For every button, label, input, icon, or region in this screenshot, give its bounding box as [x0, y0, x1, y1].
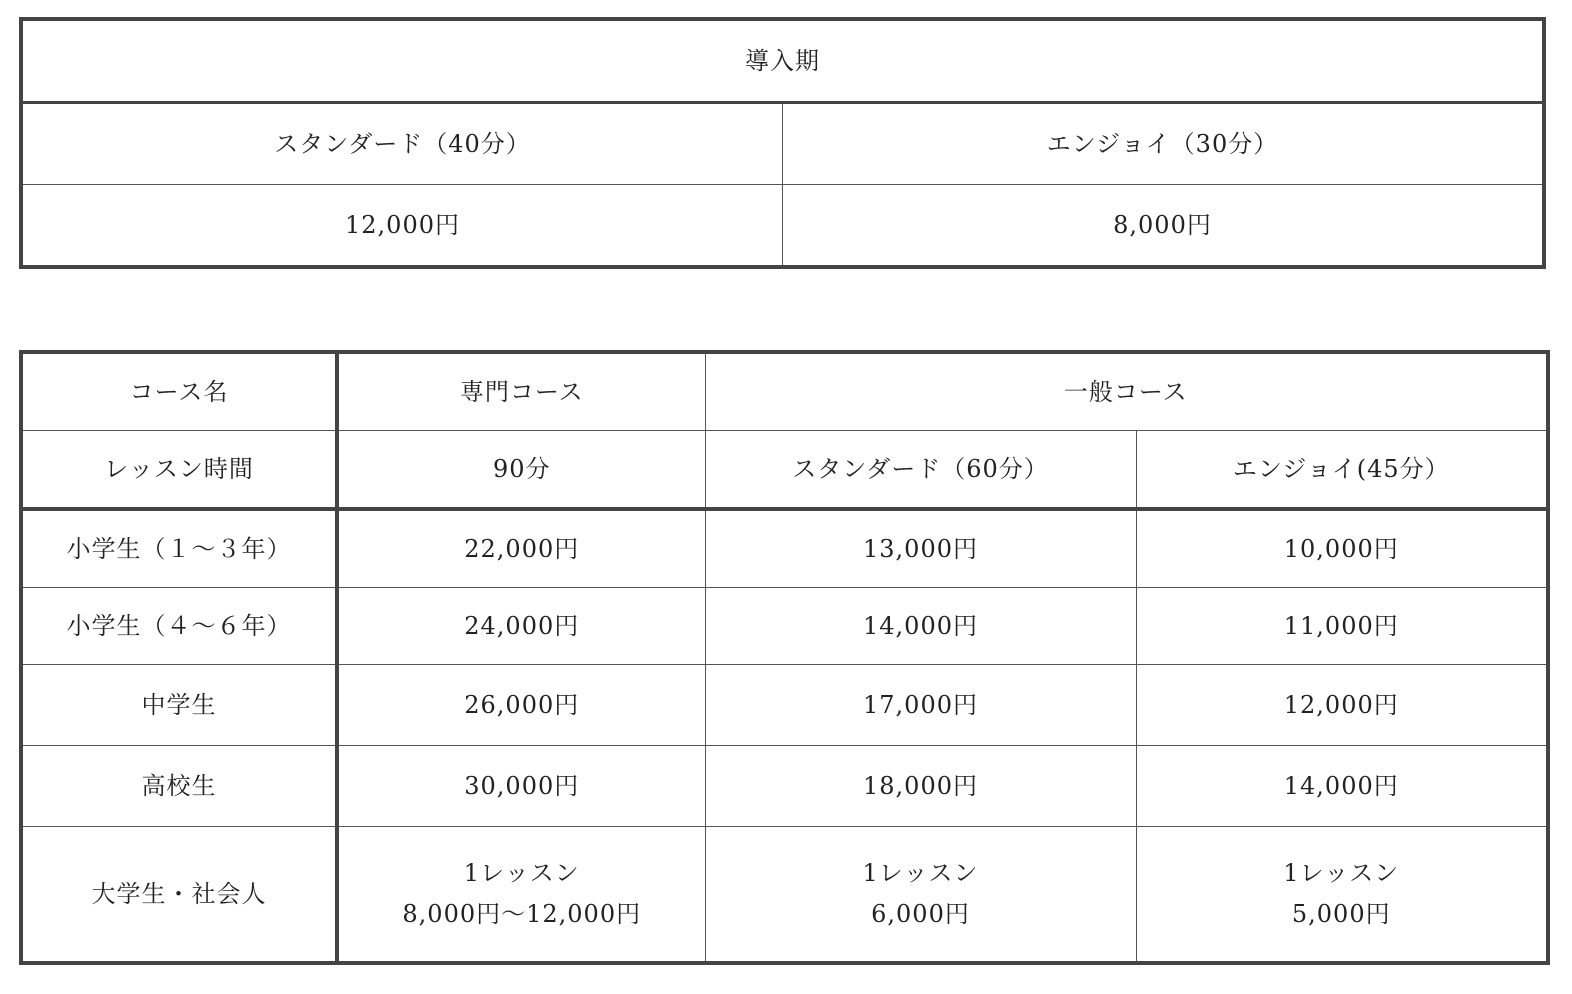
price-cell: 26,000円 — [337, 665, 705, 746]
price-cell: 12,000円 — [1136, 665, 1548, 746]
intro-enjoy-price: 8,000円 — [783, 185, 1545, 268]
row-label: 高校生 — [21, 746, 337, 827]
price-cell: 22,000円 — [337, 509, 705, 588]
specialist-time: 90分 — [337, 431, 705, 510]
lesson-unit-label: 1レッスン — [862, 859, 979, 888]
price-cell: 11,000円 — [1136, 588, 1548, 665]
table-row — [21, 746, 1548, 827]
specialist-course-header: 専門コース — [337, 352, 705, 431]
price-cell: 18,000円 — [705, 746, 1136, 827]
intro-standard-header: スタンダード（40分） — [21, 103, 783, 185]
price-cell: 14,000円 — [1136, 746, 1548, 827]
table-row — [21, 588, 1548, 665]
lesson-unit-label: 1レッスン — [463, 859, 580, 888]
intro-standard-price: 12,000円 — [21, 185, 783, 268]
intro-period-table — [19, 17, 1546, 269]
general-course-header: 一般コース — [705, 352, 1548, 431]
row-label: 小学生（１～３年） — [21, 509, 337, 588]
table-row — [21, 509, 1548, 588]
intro-enjoy-header: エンジョイ（30分） — [783, 103, 1545, 185]
general-standard-time: スタンダード（60分） — [705, 431, 1136, 510]
general-enjoy-time: エンジョイ(45分） — [1136, 431, 1548, 510]
lesson-price: 6,000円 — [871, 900, 970, 928]
fee-table — [19, 350, 1550, 965]
course-name-label: コース名 — [21, 352, 337, 431]
row-label: 大学生・社会人 — [21, 827, 337, 964]
intro-period-title: 導入期 — [21, 19, 1544, 103]
price-cell: 14,000円 — [705, 588, 1136, 665]
price-cell — [337, 827, 705, 964]
price-cell — [705, 827, 1136, 964]
price-cell: 24,000円 — [337, 588, 705, 665]
table-row — [21, 665, 1548, 746]
price-cell — [1136, 827, 1548, 964]
price-cell: 30,000円 — [337, 746, 705, 827]
lesson-unit-label: 1レッスン — [1283, 859, 1400, 888]
lesson-price: 8,000円～12,000円 — [402, 900, 642, 928]
lesson-price: 5,000円 — [1291, 900, 1391, 928]
price-cell: 10,000円 — [1136, 509, 1548, 588]
lesson-time-label: レッスン時間 — [21, 431, 337, 510]
price-cell: 13,000円 — [705, 509, 1136, 588]
price-cell: 17,000円 — [705, 665, 1136, 746]
table-row — [21, 827, 1548, 964]
row-label: 中学生 — [21, 665, 337, 746]
row-label: 小学生（４～６年） — [21, 588, 337, 665]
